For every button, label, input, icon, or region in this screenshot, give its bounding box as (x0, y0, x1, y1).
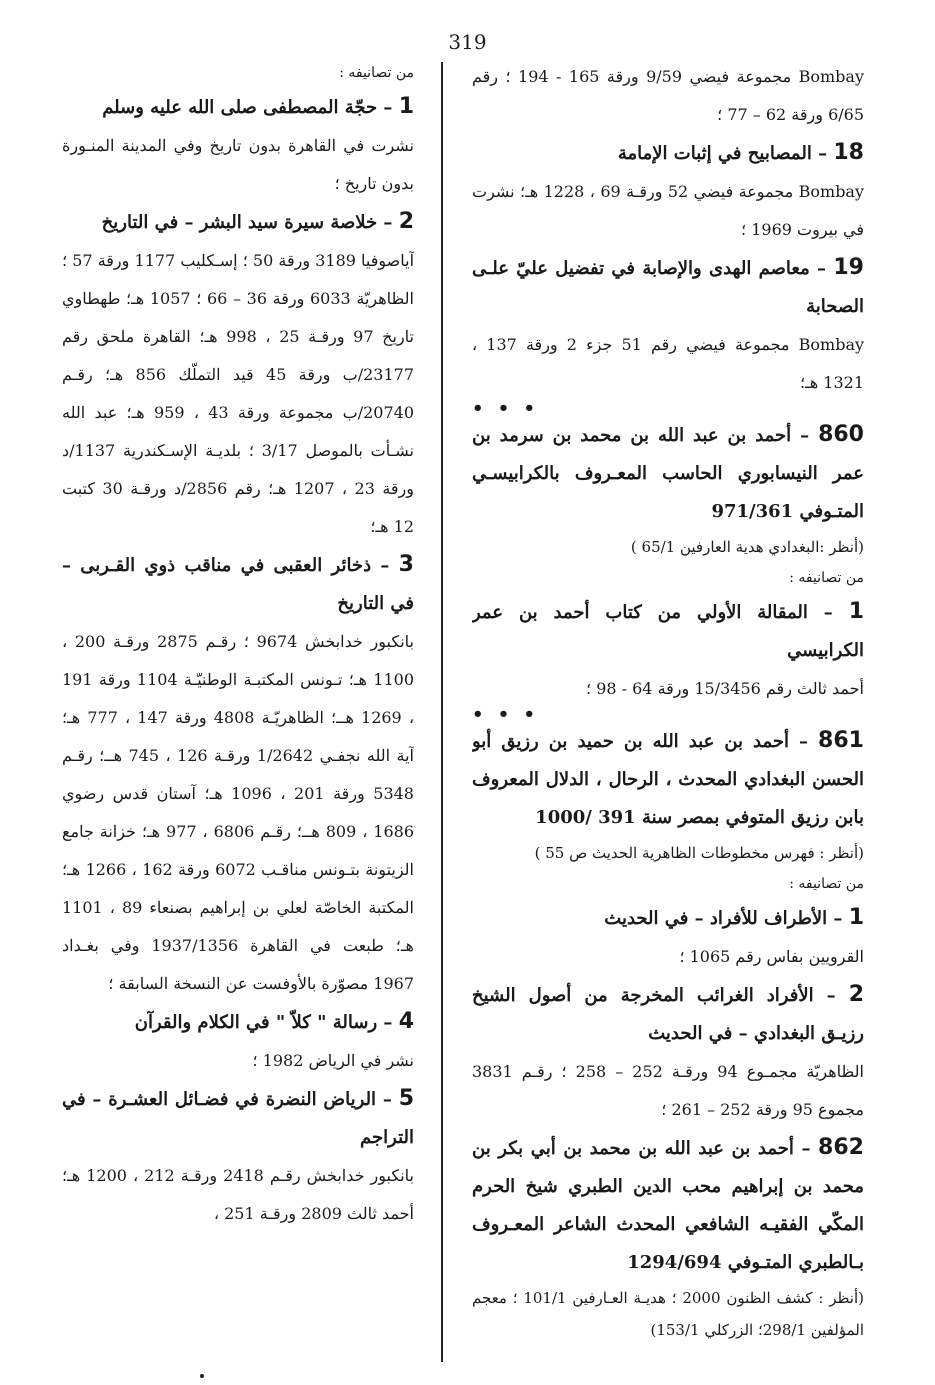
section-separator: • • • (472, 704, 540, 725)
right-column (472, 58, 864, 1363)
author-862-work-5 (62, 1080, 414, 1157)
entry-19-heading (472, 249, 864, 326)
author-861-work-2-manuscripts: الظاهريّة مجمـوع 94 ورقـة 252 – 258 ؛ رقـم 3831 مجموع 95 ورقة 252 – 261 ؛ (472, 1062, 864, 1119)
entry-number: 18 (833, 140, 864, 165)
entry-18-heading (472, 134, 864, 173)
entry-title: – رسالة " كلاّ " في الكلام والقرآن (134, 1012, 393, 1033)
entry-title: – ذخائر العقبى في مناقب ذوي القـربى – في التاريخ (62, 555, 414, 614)
author-862-work-2 (62, 203, 414, 242)
entry-number: 1 (398, 94, 414, 119)
author-name: – أحمد بن عبد الله بن محمد بن أبي بكر بن محمد بن إبراهيم محب الدين الطبري شيخ الحرم المكّي الفقيـه الشافعي المحدث الشاعر المعـروف بـالطبري المتـوفي 1294/694 (472, 1138, 864, 1273)
entry-number: 4 (398, 1009, 414, 1034)
author-860-work-1-manuscripts: أحمد ثالث رقم 15/3456 ورقة 64 - 98 ؛ (586, 679, 864, 698)
author-862-heading (472, 1129, 864, 1282)
section-separator: • • • (472, 398, 540, 419)
author-861-reference: (أنظر : فهرس مخطوطات الظاهرية الحديث ص 55 ) (534, 844, 864, 862)
entry-number: 2 (848, 982, 864, 1007)
entry-number: 19 (833, 255, 864, 280)
entry-number: 2 (398, 209, 414, 234)
entry-title: – حجّة المصطفى صلى الله عليه وسلم (102, 97, 393, 118)
entry-title: – الرياض النضرة في فضـائل العشـرة – في التراجم (62, 1089, 414, 1148)
author-name: – أحمد بن عبد الله بن حميد بن رزيق أبو الحسن البغدادي المحدث ، الرحال ، الدلال المعروف بابن رزيق المتوفي بمصر سنة 391 /1000 (472, 731, 864, 828)
entry-title: – الأفراد الغرائب المخرجة من أصول الشيخ رزيـق البغدادي – في الحديث (472, 985, 864, 1044)
works-label: من تصانيفه : (789, 876, 864, 892)
works-label: من تصانيفه : (339, 65, 414, 81)
author-862-work-4 (62, 1003, 414, 1042)
entry-19-manuscripts: Bombay مجموعة فيضي رقم 51 جزء 2 ورقة 137 ، 1321 هـ؛ (472, 335, 864, 392)
author-number: 860 (818, 422, 864, 447)
column-divider (441, 62, 443, 1362)
author-862-work-1-publication: نشرت في القاهرة بدون تاريخ وفي المدينة المنـورة بدون تاريخ ؛ (62, 136, 414, 193)
entry-number: 1 (848, 599, 864, 624)
author-862-work-2-manuscripts: آياصوفيا 3189 ورقة 50 ؛ إسـكليب 1177 ورقة 57 ؛ الظاهريّة 6033 ورقة 36 – 66 ؛ 1057 هـ؛ طهطاوي تاريخ 97 ورقـة 25 ، 998 هـ؛ القاهرة ملحق رقم 23177/ب ورقة 45 قيد التملّك 856 هـ؛ رقـم 20740/ب مجموعة ورقة 43 ، 959 هـ؛ عبد الله نشـأت بالموصل 3/17 ؛ بلديـة الإسـكندرية 1137/د ورقة 23 ، 1207 هـ؛ رقم 2856/د ورقـة 30 كتبت 12 هـ؛ (62, 251, 414, 536)
author-862-work-4-publication: نشر في الرياض 1982 ؛ (252, 1051, 414, 1070)
author-860-work-1 (472, 593, 864, 670)
page-mark (200, 1374, 204, 1378)
page-number: 319 (448, 30, 487, 54)
works-label: من تصانيفه : (789, 570, 864, 586)
author-862-work-5-manuscripts: بانكبور خدابخش رقـم 2418 ورقـة 212 ، 1200 هـ؛ أحمد ثالث 2809 ورقـة 251 ، (62, 1166, 414, 1223)
entry-title: – الأطراف للأفراد – في الحديث (604, 908, 843, 929)
entry-title: – معاصم الهدى والإصابة في تفضيل عليّ علـى الصحابة (472, 258, 864, 317)
author-860-heading (472, 416, 864, 531)
author-862-work-3 (62, 546, 414, 623)
author-860-reference: (أنظر :البغدادي هدية العارفين 65/1 ) (630, 538, 864, 556)
author-861-heading (472, 722, 864, 837)
author-number: 862 (818, 1135, 864, 1160)
author-name: – أحمد بن عبد الله بن محمد بن سرمد بن عمر النيسابوري الحاسب المعـروف بالكرابيسـي المتـوفي 971/361 (472, 425, 864, 522)
author-861-work-1 (472, 899, 864, 938)
author-862-reference: (أنظر : كشف الظنون 2000 ؛ هديـة العـارفين 101/1 ؛ معجم المؤلفين 298/1؛ الزركلي 153/1) (472, 1289, 864, 1339)
entry-title: – المقالة الأولي من كتاب أحمد بن عمر الكرابيسي (472, 602, 864, 661)
entry-title: – خلاصة سيرة سيد البشر – في التاريخ (101, 212, 393, 233)
left-column (62, 58, 414, 1363)
author-862-work-1 (62, 88, 414, 127)
author-number: 861 (818, 728, 864, 753)
entry-number: 5 (398, 1086, 414, 1111)
entry-number: 1 (848, 905, 864, 930)
entry-17-bombay-ref: Bombay مجموعة فيضي 9/59 ورقة 165 - 194 ؛ رقم 6/65 ورقة 62 – 77 ؛ (472, 67, 864, 124)
entry-title: – المصابيح في إثبات الإمامة (617, 143, 828, 164)
author-861-work-1-manuscripts: القرويين بفاس رقم 1065 ؛ (679, 947, 864, 966)
entry-18-manuscripts: Bombay مجموعة فيضي 52 ورقـة 69 ، 1228 هـ؛ نشرت في بيروت 1969 ؛ (472, 182, 864, 239)
author-861-work-2 (472, 976, 864, 1053)
author-862-work-3-manuscripts: بانكبور خدابخش 9674 ؛ رقـم 2875 ورقـة 200 ، 1100 هـ؛ تـونس المكتبـة الوطنيّـة 1104 ورقة 191 ، 1269 هــ؛ الظاهريّـة 4808 ورقة 147 ، 777 هـ؛ آية الله نجفـي 1/2642 ورقـة 126 ، 745 هــ؛ رقـم 5348 ورقة 201 ، 1096 هـ؛ آستان قدس رضوي 1686 ، 809 هــ؛ رقـم 6806 ، 977 هـ؛ خزانة جامع الزيتونة بتـونس مناقـب 6072 ورقة 162 ، 1266 هـ؛ المكتبة الخاصّة لعلي بن إبراهيم بصنعاء 89 ، 1101 هـ؛ طبعت في القاهرة 1937/1356 وفي بغـداد 1967 مصوّرة بالأوفست عن النسخة السابقة ؛ (62, 632, 414, 993)
entry-number: 3 (398, 552, 414, 577)
